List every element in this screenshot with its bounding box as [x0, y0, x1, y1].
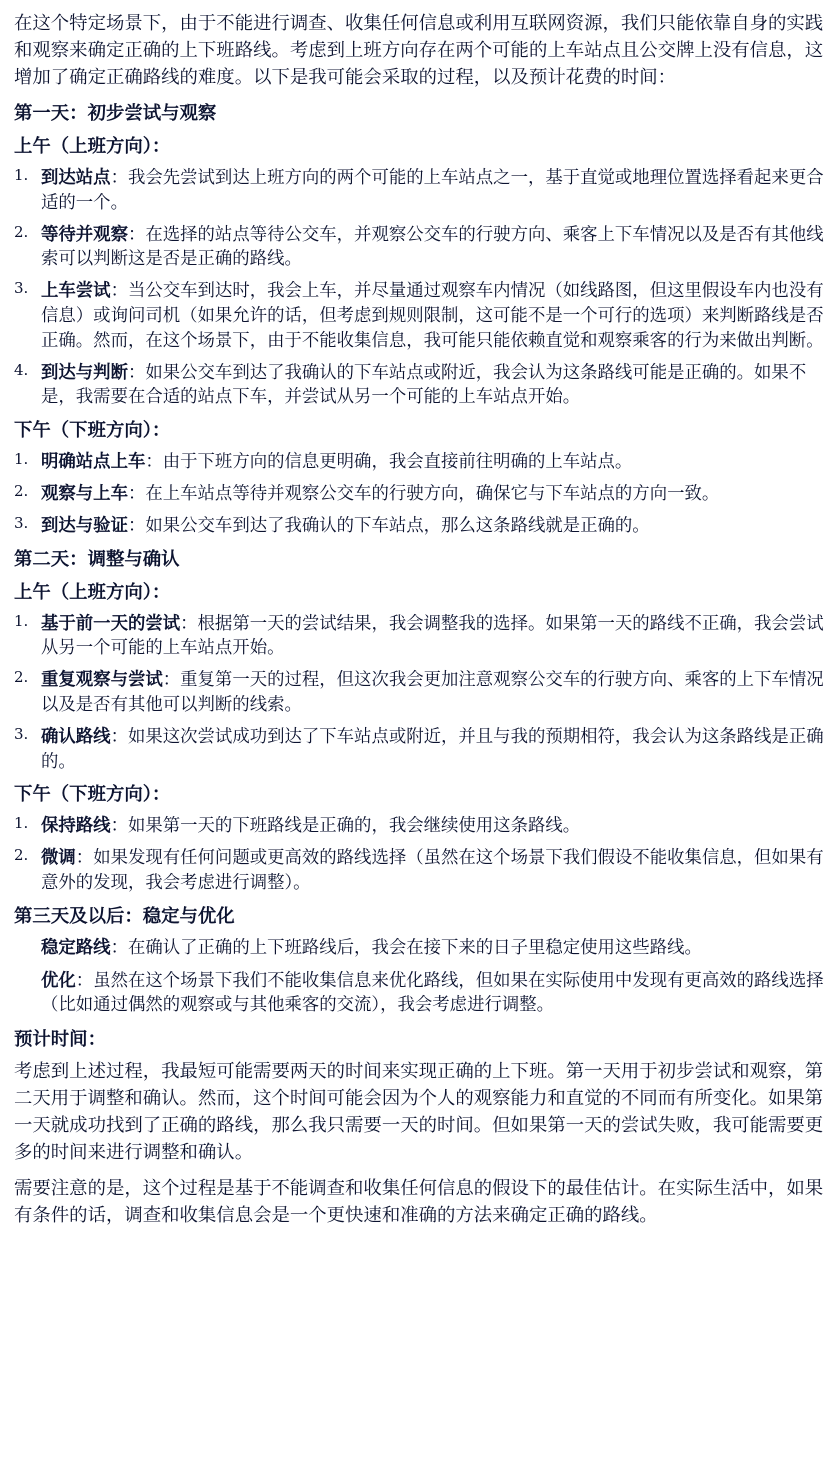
list-item [14, 936, 826, 961]
estimate-paragraph-2: 需要注意的是，这个过程是基于不能调查和收集任何信息的假设下的最佳估计。在实际生活中，如果有条件的话，调查和收集信息会是一个更快速和准确的方法来确定正确的路线。 [14, 1178, 824, 1227]
item-text: ：在确认了正确的上下班路线后，我会在接下来的日子里稳定使用这些路线。 [110, 937, 702, 958]
item-text: ：如果这次尝试成功到达了下车站点或附近，并且与我的预期相符，我会认为这条路线是正确的。 [41, 726, 824, 772]
item-title: 重复观察与尝试 [41, 670, 163, 691]
item-number: 3. [14, 724, 29, 743]
item-text: ：在上车站点等待并观察公交车的行驶方向，确保它与下车站点的方向一致。 [127, 483, 720, 504]
list-item [14, 361, 826, 411]
item-title: 到达与判断 [41, 362, 128, 383]
item-title: 等待并观察 [41, 224, 128, 245]
item-text: ：由于下班方向的信息更明确，我会直接前往明确的上车站点。 [145, 452, 633, 473]
list-item [14, 846, 826, 896]
item-text: ：当公交车到达时，我会上车，并尽量通过观察车内情况（如线路图，但这里假设车内也没有信息）或询问司机（如果允许的话，但考虑到规则限制，这可能不是一个可行的选项）来判断路线是否正确。然而，在这个场景下，由于不能收集信息，我可能只能依赖直觉和观察乘客的行为来做出判断。 [41, 281, 824, 351]
day1-morning-list [14, 166, 826, 410]
item-title: 保持路线 [41, 816, 111, 837]
item-number: 1. [14, 611, 29, 630]
item-text: ：如果第一天的下班路线是正确的，我会继续使用这条路线。 [110, 816, 581, 837]
item-number: 2. [14, 846, 29, 865]
item-text: ：如果发现有任何问题或更高效的路线选择（虽然在这个场景下我们假设不能收集信息，但如果有意外的发现，我会考虑进行调整）。 [41, 848, 824, 893]
item-title: 到达与验证 [41, 515, 128, 536]
estimate-heading: 预计时间： [14, 1029, 106, 1051]
item-text: ：如果公交车到达了我确认的下车站点或附近，我会认为这条路线可能是正确的。如果不是，我需要在合适的站点下车，并尝试从另一个可能的上车站点开始。 [41, 362, 807, 408]
list-item [14, 725, 826, 775]
item-number: 2. [14, 222, 29, 241]
item-text: ：在选择的站点等待公交车，并观察公交车的行驶方向、乘客上下车情况以及是否有其他线索可以判断这是否是正确的路线。 [41, 224, 824, 270]
estimate-paragraph-1: 考虑到上述过程，我最短可能需要两天的时间来实现正确的上下班。第一天用于初步尝试和观察，第二天用于调整和确认。然而，这个时间可能会因为个人的观察能力和直觉的不同而有所变化。如果第一天就成功找到了正确的路线，那么我只需要一天的时间。但如果第一天的尝试失败，我可能需要更多的时间来进行调整和确认。 [14, 1061, 824, 1164]
day1-afternoon-heading: 下午（下班方向）： [14, 420, 171, 442]
list-item [14, 814, 826, 839]
item-number: 4. [14, 360, 29, 379]
item-text: ：重复第一天的过程，但这次我会更加注意观察公交车的行驶方向、乘客的上下车情况以及是否有其他可以判断的线索。 [41, 670, 824, 715]
item-title: 微调 [41, 848, 76, 869]
day1-morning-heading: 上午（上班方向）： [14, 136, 171, 157]
list-item [14, 482, 826, 507]
item-number: 1. [14, 450, 29, 469]
item-title: 优化 [41, 970, 76, 991]
list-item [14, 279, 826, 353]
list-item [14, 166, 826, 216]
day1-afternoon-list [14, 450, 826, 538]
item-text: ：我会先尝试到达上班方向的两个可能的上车站点之一，基于直觉或地理位置选择看起来更合适的一个。 [41, 168, 824, 213]
item-number: 1. [14, 814, 29, 833]
intro-paragraph: 在这个特定场景下，由于不能进行调查、收集任何信息或利用互联网资源，我们只能依靠自身的实践和观察来确定正确的上下班路线。考虑到上班方向存在两个可能的上车站点且公交牌上没有信息，这增加了确定正确路线的难度。以下是我可能会采取的过程，以及预计花费的时间： [14, 13, 824, 88]
day2-morning-list [14, 612, 826, 775]
item-text: ：如果公交车到达了我确认的下车站点，那么这条路线就是正确的。 [127, 515, 650, 536]
day3-list [14, 936, 826, 1018]
item-number: 2. [14, 668, 29, 687]
day2-morning-heading: 上午（上班方向）： [14, 581, 171, 603]
item-title: 到达站点 [41, 168, 111, 188]
item-number: 3. [14, 513, 29, 532]
day3-heading: 第三天及以后：稳定与优化 [14, 905, 235, 927]
item-title: 稳定路线 [41, 937, 111, 958]
list-item [14, 514, 826, 539]
item-text: ：虽然在这个场景下我们不能收集信息来优化路线，但如果在实际使用中发现有更高效的路线选择（比如通过偶然的观察或与其他乘客的交流），我会考虑进行调整。 [41, 970, 824, 1016]
list-item [14, 969, 826, 1019]
item-title: 上车尝试 [41, 281, 111, 302]
item-number: 2. [14, 481, 29, 500]
list-item [14, 668, 826, 718]
day2-afternoon-heading: 下午（下班方向）： [14, 784, 171, 806]
day1-heading: 第一天：初步尝试与观察 [14, 103, 217, 124]
list-item [14, 223, 826, 273]
item-title: 明确站点上车 [41, 452, 146, 473]
item-number: 1. [14, 166, 29, 184]
day2-heading: 第二天：调整与确认 [14, 548, 180, 570]
day2-afternoon-list [14, 814, 826, 895]
item-title: 观察与上车 [41, 483, 128, 504]
item-title: 基于前一天的尝试 [41, 613, 181, 634]
item-number: 3. [14, 279, 29, 298]
list-item [14, 450, 826, 475]
item-text: ：根据第一天的尝试结果，我会调整我的选择。如果第一天的路线不正确，我会尝试从另一个可能的上车站点开始。 [41, 613, 824, 659]
item-title: 确认路线 [41, 726, 111, 747]
list-item [14, 612, 826, 662]
